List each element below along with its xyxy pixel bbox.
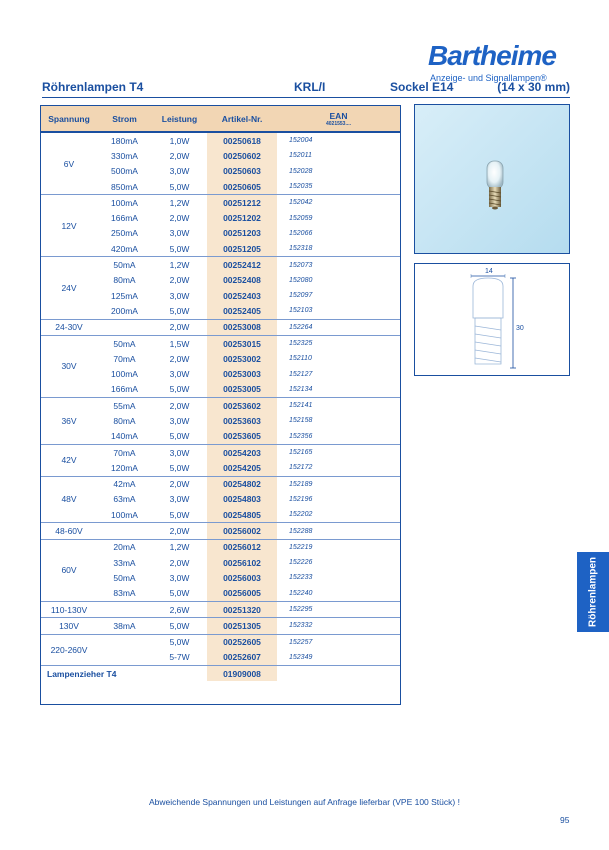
cell-spannung: 48V <box>41 476 97 523</box>
header-strom: Strom <box>97 106 152 132</box>
socket-label: Sockel E14 <box>390 80 454 94</box>
cell-strom: 330mA <box>111 150 138 161</box>
cell-spannung: 6V <box>41 132 97 195</box>
cell-leistung: 2,0W <box>169 557 190 568</box>
cell-strom: 63mA <box>113 494 136 505</box>
cell-ean: 152349 <box>277 650 400 666</box>
cell-strom: 83mA <box>97 586 152 602</box>
section-tab[interactable] <box>577 552 609 632</box>
cell-leistung: 5-7W <box>152 650 207 666</box>
cell-leistung: 5,0W <box>152 179 207 195</box>
cell-strom: 38mA <box>97 618 152 634</box>
cell-leistung: 5,0W <box>169 637 190 648</box>
header-spannung: Spannung <box>41 106 97 132</box>
cell-ean: 152158 <box>277 413 400 428</box>
table-row <box>41 335 400 351</box>
cell-leistung: 1,2W <box>169 542 190 553</box>
cell-strom: 125mA <box>111 290 138 301</box>
cell-leistung: 1,5W <box>169 338 190 349</box>
cell-ean: 152172 <box>277 460 400 476</box>
cell-spannung: 60V <box>41 539 97 601</box>
table-row <box>41 195 400 211</box>
cell-leistung: 2,0W <box>169 213 190 224</box>
cell-artikel: 00253015 <box>207 335 277 351</box>
cell-strom: 166mA <box>111 213 138 224</box>
table-row <box>41 132 400 148</box>
cell-artikel: 00252412 <box>207 257 277 273</box>
cell-artikel: 00250603 <box>207 164 277 179</box>
page-number: 95 <box>560 815 570 825</box>
cell-leistung: 2,6W <box>152 601 207 617</box>
cell-ean: 152103 <box>277 303 400 319</box>
cell-leistung: 3,0W <box>169 415 190 426</box>
cell-artikel: 00252605 <box>207 634 277 650</box>
cell-leistung: 1,2W <box>169 260 190 271</box>
cell-ean: 152318 <box>277 241 400 257</box>
cell-strom: 120mA <box>97 460 152 476</box>
cell-strom: 80mA <box>113 275 136 286</box>
cell-strom: 140mA <box>97 429 152 445</box>
table-row-lampenzieher <box>41 666 400 682</box>
cell-artikel: 00250605 <box>207 179 277 195</box>
diagram-height-label: 30 <box>516 325 524 332</box>
cell-lampenzieher-artikel: 01909008 <box>207 666 277 682</box>
cell-strom: 20mA <box>113 542 136 553</box>
cell-strom: 33mA <box>113 557 136 568</box>
cell-leistung: 5,0W <box>152 303 207 319</box>
dimension-diagram <box>414 263 570 376</box>
cell-ean: 152264 <box>277 319 400 335</box>
page-header <box>42 80 570 98</box>
cell-strom: 500mA <box>111 166 138 177</box>
cell-ean: 152189 <box>277 476 400 492</box>
cell-strom: 50mA <box>113 260 136 271</box>
size-label: (14 x 30 mm) <box>497 80 570 94</box>
cell-ean: 152288 <box>277 523 400 539</box>
cell-leistung: 2,0W <box>169 353 190 364</box>
cell-spannung: 48-60V <box>41 523 97 539</box>
brand-logo <box>428 40 573 85</box>
cell-strom: 100mA <box>111 197 138 208</box>
header-ean-prefix: 4021553.... <box>325 120 352 127</box>
cell-ean: 152134 <box>277 382 400 398</box>
table-row <box>41 398 400 414</box>
cell-strom <box>97 634 152 650</box>
cell-leistung: 3,0W <box>169 290 190 301</box>
cell-leistung: 3,0W <box>169 494 190 505</box>
product-photo <box>414 104 570 254</box>
cell-leistung: 3,0W <box>169 228 190 239</box>
cell-strom: 100mA <box>97 507 152 523</box>
cell-artikel: 00250602 <box>207 148 277 163</box>
cell-leistung: 2,0W <box>169 150 190 161</box>
table-header-row <box>41 106 400 132</box>
cell-strom: 200mA <box>97 303 152 319</box>
page-title: Röhrenlampen T4 <box>42 80 144 94</box>
cell-ean: 152240 <box>277 586 400 602</box>
cell-strom: 70mA <box>113 447 136 458</box>
table-row <box>41 601 400 617</box>
cell-ean: 152059 <box>277 210 400 225</box>
table-body <box>41 132 400 681</box>
header-ean <box>277 106 400 132</box>
cell-artikel: 00251320 <box>207 601 277 617</box>
cell-leistung: 1,0W <box>169 135 190 146</box>
cell-artikel: 00256102 <box>207 555 277 570</box>
footer-note: Abweichende Spannungen und Leistungen auf Anfrage lieferbar (VPE 100 Stück) ! <box>149 797 460 807</box>
cell-artikel: 00254203 <box>207 444 277 460</box>
cell-artikel: 00252403 <box>207 288 277 303</box>
cell-ean: 152332 <box>277 618 400 634</box>
product-table <box>41 106 400 681</box>
cell-ean: 152226 <box>277 555 400 570</box>
cell-ean: 152219 <box>277 539 400 555</box>
cell-leistung: 3,0W <box>169 369 190 380</box>
table-row <box>41 523 400 539</box>
cell-artikel: 00256003 <box>207 570 277 585</box>
cell-strom: 50mA <box>113 338 136 349</box>
cell-ean: 152066 <box>277 226 400 241</box>
table-row <box>41 319 400 335</box>
cell-strom: 420mA <box>97 241 152 257</box>
table-row <box>41 257 400 273</box>
cell-strom: 166mA <box>97 382 152 398</box>
cell-ean: 152035 <box>277 179 400 195</box>
cell-spannung: 42V <box>41 444 97 476</box>
cell-artikel: 00252405 <box>207 303 277 319</box>
brand-name: Bartheime <box>428 40 556 71</box>
cell-artikel: 00251305 <box>207 618 277 634</box>
cell-ean: 152110 <box>277 351 400 366</box>
cell-ean: 152202 <box>277 507 400 523</box>
cell-leistung: 5,0W <box>152 241 207 257</box>
cell-strom: 100mA <box>111 369 138 380</box>
cell-leistung: 2,0W <box>169 400 190 411</box>
cell-ean: 152356 <box>277 429 400 445</box>
cell-ean: 152004 <box>277 132 400 148</box>
cell-artikel: 00251212 <box>207 195 277 211</box>
table-row <box>41 618 400 634</box>
cell-artikel: 00253602 <box>207 398 277 414</box>
cell-artikel: 00254205 <box>207 460 277 476</box>
lamp-photo-icon <box>415 105 569 253</box>
cell-ean: 152325 <box>277 335 400 351</box>
cell-leistung: 2,0W <box>169 275 190 286</box>
cell-artikel: 00251202 <box>207 210 277 225</box>
cell-ean: 152042 <box>277 195 400 211</box>
cell-leistung: 3,0W <box>169 447 190 458</box>
cell-leistung: 3,0W <box>169 166 190 177</box>
cell-strom: 180mA <box>111 135 138 146</box>
cell-strom: 55mA <box>113 400 136 411</box>
header-leistung: Leistung <box>152 106 207 132</box>
cell-spannung: 12V <box>41 195 97 257</box>
cell-strom: 250mA <box>111 228 138 239</box>
cell-strom <box>97 601 152 617</box>
cell-ean: 152295 <box>277 601 400 617</box>
cell-strom: 80mA <box>113 415 136 426</box>
header-rule <box>42 97 570 98</box>
cell-ean: 152257 <box>277 634 400 650</box>
cell-ean: 152028 <box>277 164 400 179</box>
header-artikel: Artikel-Nr. <box>207 106 277 132</box>
table-row <box>41 634 400 650</box>
header-ean-label: EAN <box>329 110 348 121</box>
cell-leistung: 5,0W <box>152 618 207 634</box>
table-row <box>41 539 400 555</box>
cell-leistung: 2,0W <box>152 319 207 335</box>
cell-artikel: 00253002 <box>207 351 277 366</box>
cell-artikel: 00253605 <box>207 429 277 445</box>
cell-artikel: 00254803 <box>207 492 277 507</box>
cell-leistung: 2,0W <box>152 523 207 539</box>
cell-lampenzieher-label: Lampenzieher T4 <box>47 668 117 679</box>
cell-artikel: 00253003 <box>207 366 277 381</box>
cell-artikel: 00253008 <box>207 319 277 335</box>
cell-leistung: 3,0W <box>169 572 190 583</box>
cell-artikel: 00254805 <box>207 507 277 523</box>
cell-strom: 42mA <box>113 479 136 490</box>
cell-strom: 50mA <box>113 572 136 583</box>
cell-ean: 152196 <box>277 492 400 507</box>
cell-ean: 152165 <box>277 444 400 460</box>
cell-artikel: 00251205 <box>207 241 277 257</box>
cell-spannung: 220-260V <box>41 634 97 666</box>
cell-ean: 152073 <box>277 257 400 273</box>
lamp-outline-icon <box>415 264 569 375</box>
cell-strom: 850mA <box>97 179 152 195</box>
cell-spannung: 130V <box>41 618 97 634</box>
cell-ean: 152097 <box>277 288 400 303</box>
cell-ean: 152080 <box>277 273 400 288</box>
diagram-width-label: 14 <box>485 268 493 275</box>
cell-artikel: 00256012 <box>207 539 277 555</box>
cell-strom <box>97 319 152 335</box>
cell-leistung: 5,0W <box>152 460 207 476</box>
cell-artikel: 00250618 <box>207 132 277 148</box>
cell-ean: 152127 <box>277 366 400 381</box>
cell-lampenzieher-ean <box>277 666 400 682</box>
cell-artikel: 00256002 <box>207 523 277 539</box>
cell-artikel: 00253603 <box>207 413 277 428</box>
cell-ean: 152233 <box>277 570 400 585</box>
table-row <box>41 444 400 460</box>
cell-leistung: 2,0W <box>169 479 190 490</box>
lamp-type: KRL/I <box>294 80 326 94</box>
cell-strom: 70mA <box>113 353 136 364</box>
cell-artikel: 00252607 <box>207 650 277 666</box>
cell-strom <box>97 523 152 539</box>
cell-artikel: 00256005 <box>207 586 277 602</box>
cell-spannung: 30V <box>41 335 97 397</box>
cell-artikel: 00251203 <box>207 226 277 241</box>
cell-artikel: 00254802 <box>207 476 277 492</box>
cell-artikel: 00253005 <box>207 382 277 398</box>
table-row <box>41 476 400 492</box>
cell-spannung: 24V <box>41 257 97 319</box>
cell-leistung: 5,0W <box>152 507 207 523</box>
cell-spannung: 24-30V <box>41 319 97 335</box>
cell-artikel: 00252408 <box>207 273 277 288</box>
cell-spannung: 36V <box>41 398 97 445</box>
cell-leistung: 5,0W <box>152 586 207 602</box>
cell-spannung: 110-130V <box>41 601 97 617</box>
cell-leistung: 5,0W <box>152 429 207 445</box>
brand-tagline: Anzeige- und Signallampen® <box>430 73 547 83</box>
cell-ean: 152011 <box>277 148 400 163</box>
cell-leistung: 5,0W <box>152 382 207 398</box>
cell-leistung: 1,2W <box>169 197 190 208</box>
cell-strom <box>97 650 152 666</box>
section-tab-label: Röhrenlampen <box>587 556 599 628</box>
cell-ean: 152141 <box>277 398 400 414</box>
